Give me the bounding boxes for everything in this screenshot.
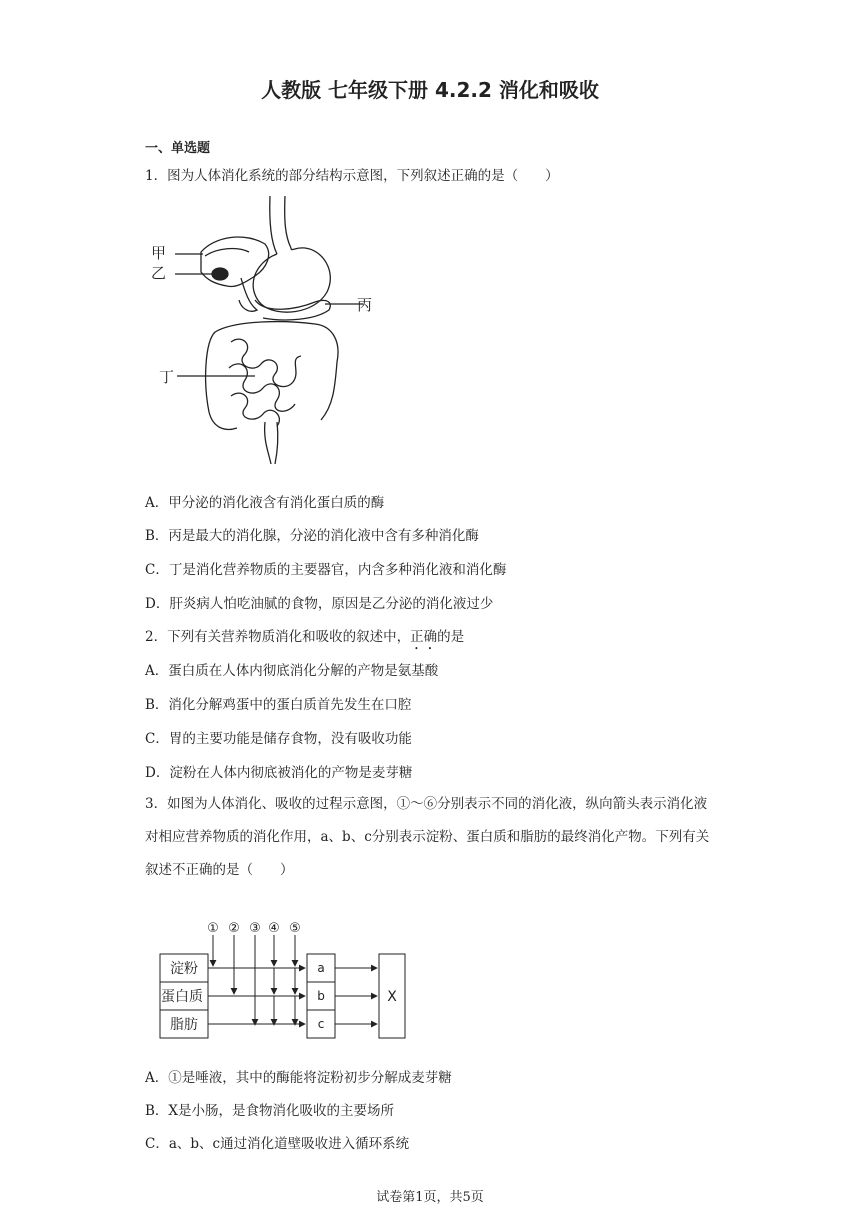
label-bing: 丙 <box>357 296 373 314</box>
q2-option-c: C．胃的主要功能是储存食物，没有吸收功能 <box>145 731 412 747</box>
product-c: c <box>317 1017 325 1031</box>
nutrient-starch: 淀粉 <box>170 961 198 977</box>
q1-option-a: A．甲分泌的消化液含有消化蛋白质的酶 <box>145 495 385 511</box>
digestive-system-figure <box>145 192 385 472</box>
juice-2: ② <box>228 921 240 936</box>
juice-5: ⑤ <box>289 921 301 936</box>
page-title: 人教版 七年级下册 4.2.2 消化和吸收 <box>261 78 599 102</box>
q1-option-c: C．丁是消化营养物质的主要器官，内含多种消化液和消化酶 <box>145 562 507 578</box>
small-intestine-shape <box>229 339 301 426</box>
q2-stem <box>145 625 464 653</box>
product-a: a <box>317 961 325 975</box>
q1-option-d: D．肝炎病人怕吃油腻的食物，原因是乙分泌的消化液过少 <box>145 596 494 612</box>
q2-option-b: B．消化分解鸡蛋中的蛋白质首先发生在口腔 <box>145 697 412 713</box>
label-ding: 丁 <box>159 368 175 386</box>
pancreas-shape <box>255 300 330 320</box>
stomach-shape <box>253 248 330 312</box>
label-jia: 甲 <box>151 244 167 262</box>
digestion-process-figure <box>155 915 415 1045</box>
organ-x: X <box>387 989 397 1005</box>
q2-stem-part-a: 2．下列有关营养物质消化和吸收的叙述中， <box>145 629 411 645</box>
juice-3: ③ <box>249 921 261 936</box>
nutrient-protein: 蛋白质 <box>161 989 203 1005</box>
q2-option-d: D．淀粉在人体内彻底被消化的产物是麦芽糖 <box>145 765 413 781</box>
q3-option-c: C．a、b、c通过消化道壁吸收进入循环系统 <box>145 1136 410 1152</box>
juice-4: ④ <box>268 921 280 936</box>
q3-option-a: A．①是唾液，其中的酶能将淀粉初步分解成麦芽糖 <box>145 1070 452 1086</box>
q2-stem-part-c: 的是 <box>437 629 465 645</box>
product-b: b <box>317 989 325 1003</box>
q1-option-b: B．丙是最大的消化腺，分泌的消化液中含有多种消化酶 <box>145 528 479 544</box>
q2-option-a: A．蛋白质在人体内彻底消化分解的产物是氨基酸 <box>145 663 439 679</box>
q2-stem-emphasis: 正确 <box>410 629 438 645</box>
nutrient-fat: 脂肪 <box>170 1017 198 1033</box>
rectum-shape <box>265 422 278 464</box>
juice-1: ① <box>207 921 219 936</box>
q1-stem: 1．图为人体消化系统的部分结构示意图，下列叙述正确的是（ ） <box>145 168 559 184</box>
liver-shape <box>201 237 269 286</box>
q3-stem: 3．如图为人体消化、吸收的过程示意图，①～⑥分别表示不同的消化液，纵向箭头表示消化液对相应营养物质的消化作用，a、b、c分别表示淀粉、蛋白质和脂肪的最终消化产物。下列有关叙述不正确的是（ ） <box>145 796 710 878</box>
q3-option-b: B．X是小肠，是食物消化吸收的主要场所 <box>145 1103 395 1119</box>
label-yi: 乙 <box>151 264 167 282</box>
page-footer: 试卷第1页，共5页 <box>376 1190 484 1205</box>
section-heading: 一、单选题 <box>145 141 211 156</box>
